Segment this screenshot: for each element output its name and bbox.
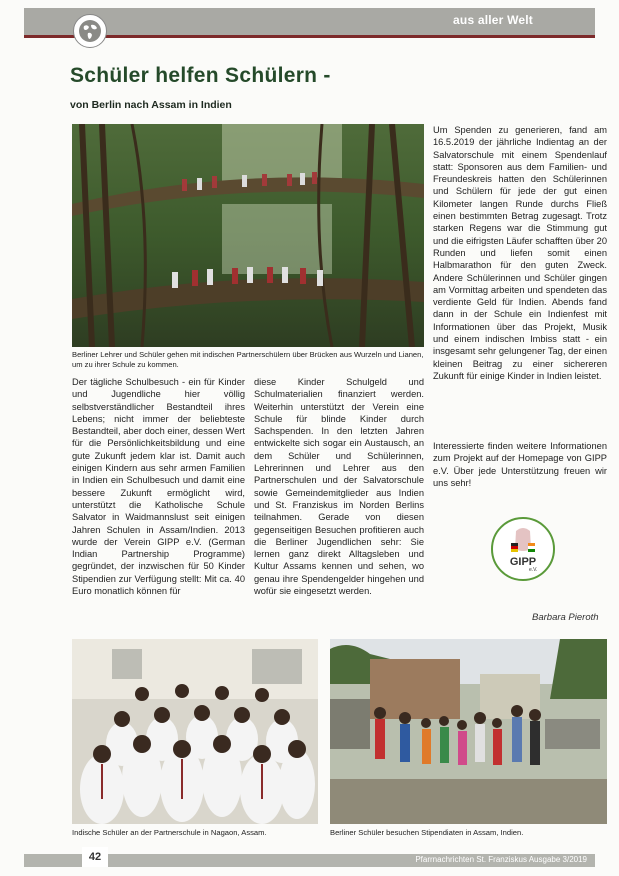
photo-indian-students bbox=[72, 639, 318, 824]
article-column-3-paragraph-2: Interessierte finden weitere Informationen zum Projekt auf der Homepage von GIPP e.V. Über jede Unterstützung freuen wir uns sehr! bbox=[433, 441, 607, 488]
article-title: Schüler helfen Schülern - bbox=[70, 64, 331, 87]
gipp-logo bbox=[491, 517, 555, 581]
photo-berlin-students-caption: Berliner Schüler besuchen Stipendiaten in Assam, Indien. bbox=[330, 828, 524, 837]
main-photo-root-bridge bbox=[72, 124, 424, 347]
article-subtitle: von Berlin nach Assam in Indien bbox=[70, 99, 232, 111]
section-rubric: aus aller Welt bbox=[453, 13, 533, 27]
gipp-logo-sub: e.V. bbox=[529, 567, 538, 573]
header-divider bbox=[24, 35, 595, 38]
photo-indian-students-caption: Indische Schüler an der Partnerschule in Nagaon, Assam. bbox=[72, 828, 267, 837]
article-column-1: Der tägliche Schulbesuch - ein für Kinder und Jugendliche hier völlig selbstverständlicher Bestandteil ihres Lebens; nicht immer der beliebteste Bestandteil, aber doch einer, dessen Wert für die Persönlichkeitsbildung und eine gute Zukunft jedem klar ist. Damit auch einigen Kindern aus sehr armen Familien in Indien ein Schulbesuch und damit eine bessere Zukunft ermöglicht wird, unterstützt die Katholische Schule Salvator in Waidmannslust seit einigen Jahren Schulen in Assam/Indien. 2013 wurde der Verein GIPP e.V. (German Indian Partnership Programme) gegründet, der inzwischen für 50 Kinder Stipendien zur Verfügung stellt: Mit ca. 40 Euro monatlich können für bbox=[72, 377, 245, 597]
page-number: 42 bbox=[82, 847, 108, 867]
article-column-3-paragraph-1: Um Spenden zu generieren, fand am 16.5.2019 der jährliche Indientag an der Salvatorschule mit einem Spendenlauf statt: Sponsoren aus dem Familien- und Freundeskreis hatten den Schülerinnen und Schülern für jede der gut einen Kilometer langen Runde durchs Fließ einen bestimmten Betrag zugesagt. Trotz starken Regens war die Stimmung gut und die eifrigsten Läufer schafften über 20 Runden und liefen somit einen Halbmarathon für den guten Zweck. Andere Schülerinnen und Schüler gingen am Vormittag arbeiten und spendeten das verdiente Geld für Indien. Abends fand dann in der Schule ein Indienfest mit Informationen über das Projekt, Musik und einem indischen Imbiss statt - ein insgesamt sehr gelungener Tag, der einen kleinen Beitrag zu einer sichereren Zukunft für einige Kinder in Indien leistet. bbox=[433, 125, 608, 381]
globe-icon bbox=[73, 14, 107, 48]
footer-publication: Pfarrnachrichten St. Franziskus Ausgabe 3/2019 bbox=[415, 855, 587, 864]
main-photo-caption: Berliner Lehrer und Schüler gehen mit indischen Partnerschülern über Brücken aus Wurzeln und Lianen, um zu ihrer Schule zu kommen. bbox=[72, 350, 424, 369]
section-header-bar bbox=[24, 8, 595, 35]
article-author: Barbara Pieroth bbox=[532, 612, 599, 623]
gipp-logo-text: GIPP bbox=[509, 556, 537, 568]
footer-bar bbox=[24, 854, 595, 867]
photo-berlin-students-visit bbox=[330, 639, 607, 824]
article-column-2: diese Kinder Schulgeld und Schulmaterialien finanziert werden. Weiterhin unterstützt der Verein eine Schule für blinde Kinder durch Sachspenden. In den letzten Jahren entwickelte sich sogar ein Austausch, an dem Schüler und Schülerinnen, Lehrerinnen und Lehrer aus den Partnerschulen und der Salvatorschule sowie Gemeindemitglieder aus Indien und St. Franziskus im Norden Berlins teilnahmen. Gerade von diesen gegenseitigen Besuchen profitieren auch die Berliner Jugendlichen sehr: Sie lernen ganz direkt Alltagsleben und Kultur Assams kennen und sehen, wo genau ihre Spendengelder hingehen und wofür sie eingesetzt werden. bbox=[254, 377, 424, 597]
